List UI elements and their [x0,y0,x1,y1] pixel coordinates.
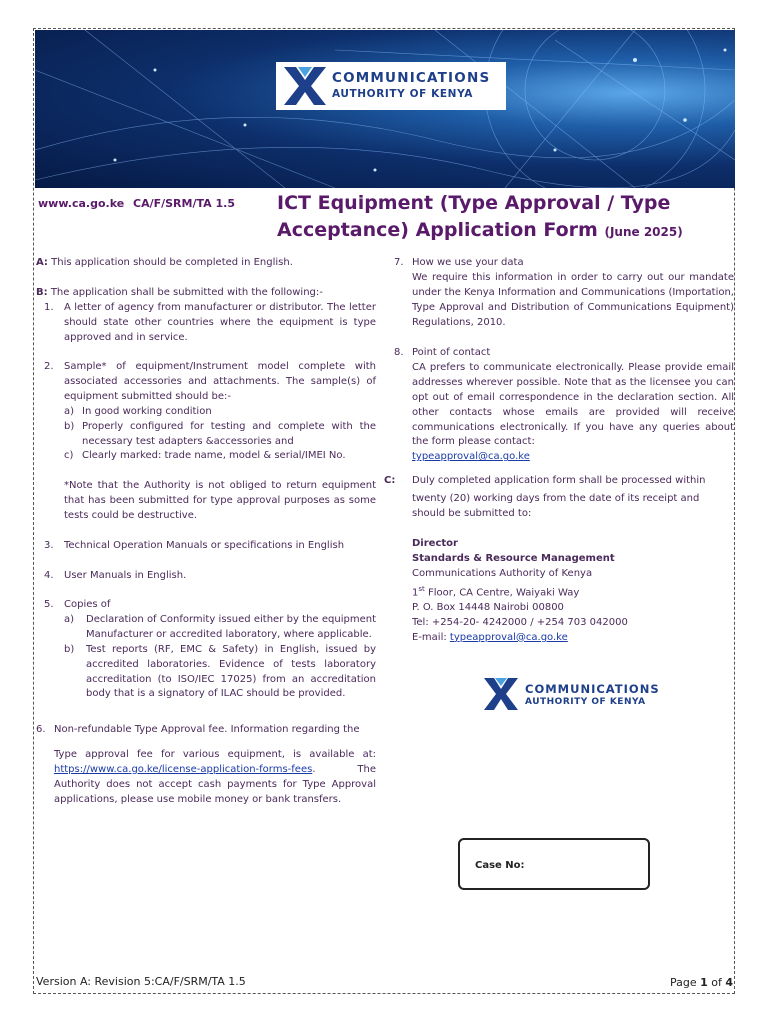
contact-email-link[interactable]: typeapproval@ca.go.ke [412,451,530,463]
address-telephone: Tel: +254-20- 4242000 / +254 703 042000 [412,616,628,628]
sub-text: In good working condition [82,405,212,417]
item-number: 8. [394,347,404,358]
sub-label: a) [64,405,75,417]
section-b-label: B: [36,287,48,298]
title-line1: ICT Equipment (Type Approval / Type [277,192,671,214]
sub-label: a) [64,613,75,625]
page-total: 4 [725,976,734,989]
case-number-label: Case No: [475,860,525,871]
page-current: 1 [700,976,708,989]
floor-suffix: st [418,584,425,593]
logo-line2: AUTHORITY OF KENYA [332,88,473,100]
item-number: 7. [394,257,404,268]
item-number: 4. [44,570,54,581]
section-c-text-2: twenty (20) working days from the date of its receipt and should be submitted to: [412,492,700,519]
ca-logo-icon [282,65,328,107]
page-word: Page [670,976,701,989]
logo2-line2: AUTHORITY OF KENYA [525,697,646,707]
item-text: We require this information in order to carry out our mandate under the Kenya Information and Communications (Importation, Type Approval and Distribution of Communications Equipment) Regulations, 2010. [412,271,734,328]
section-c-label: C: [384,475,396,486]
submission-address [412,537,732,646]
list-item-3 [44,539,376,554]
section-b-text: The application shall be submitted with the following:- [50,287,323,298]
floor-number: 1 [412,587,419,599]
logo2-line1: COMMUNICATIONS [525,682,660,696]
sub-label: c) [64,450,74,462]
list-item-8 [394,346,734,465]
title-date: (June 2025) [604,225,683,239]
destructive-test-note: *Note that the Authority is not obliged to return equipment that has been submitted for type approval purposes as some tests could be destructive. [64,480,376,521]
logo-line1: COMMUNICATIONS [332,70,491,86]
item-text: Non-refundable Type Approval fee. Information regarding the [54,724,360,735]
page-of: of [707,976,726,989]
section-a-text: This application should be completed in English. [51,257,293,268]
list-item-4 [44,569,376,584]
sub-text: Test reports (RF, EMC & Safety) in English, issued by accredited laboratories. Evidence of tests laboratory accreditation (to ISO/IEC 17025) from an accreditation body that is a signatory of ILAC should be provided. [86,643,376,700]
item-text: Copies of [64,599,111,610]
list-item-6 [36,723,376,738]
title-line2: Acceptance) Application Form [277,219,598,241]
item-text: CA prefers to communicate electronically. Please provide email addresses wherever possible. Note that as the licensee you can opt out of email correspondence in the declaration section. All other contacts whose emails are provided will receive communications electronically. If you have any queries about the form please contact: [412,361,734,448]
sub-text: Declaration of Conformity issued either by the equipment Manufacturer or accredited laboratory, where applicable. [86,613,376,640]
sub-label: b) [64,643,75,655]
list-item-5 [44,598,376,702]
footer-page-number [670,976,733,989]
item-number: 3. [44,540,54,551]
sub-label: b) [64,420,75,432]
section-a [36,256,376,271]
item-number: 2. [44,361,54,372]
list-item-7 [394,256,734,331]
sub-text: Clearly marked: trade name, model & serial/IMEI No. [82,450,346,462]
section-c-text: Duly completed application form shall be processed within [412,475,706,486]
fee-information [54,748,376,808]
item-text: A letter of agency from manufacturer or distributor. The letter should state other countries where the equipment is type approved and in service. [64,302,376,343]
address-email-link[interactable]: typeapproval@ca.go.ke [449,631,568,643]
list-item-1 [44,301,376,346]
item-number: 1. [44,302,54,313]
item-text: Sample* of equipment/Instrument model complete with associated accessories and attachments. The sample(s) of equipment submitted should be:- [64,361,376,402]
website-url: www.ca.go.ke [38,197,125,210]
email-label: E-mail: [412,631,450,643]
address-director: Director [412,538,458,549]
fees-link[interactable]: https://www.ca.go.ke/license-application-forms-fees [54,763,313,775]
item-title: Point of contact [412,347,491,358]
address-po-box: P. O. Box 14448 Nairobi 00800 [412,601,564,613]
item-number: 5. [44,599,54,610]
section-a-label: A: [36,257,48,268]
ca-logo-icon-small [482,676,520,712]
item-number: 6. [36,724,46,735]
section-b [36,286,376,301]
address-email [412,631,732,646]
address-floor [412,582,732,601]
item-text: Technical Operation Manuals or specifications in English [64,540,345,551]
address-department: Standards & Resource Management [412,552,615,564]
section-c [384,474,734,522]
item-title: How we use your data [412,257,524,268]
fee-info-text: Type approval fee for various equipment, is available at: [54,749,376,760]
item-text: User Manuals in English. [64,570,187,581]
list-item-2 [44,360,376,464]
footer-version: Version A: Revision 5:CA/F/SRM/TA 1.5 [36,975,246,988]
page-title [277,190,697,246]
address-organization: Communications Authority of Kenya [412,567,593,579]
floor-location: Floor, CA Centre, Waiyaki Way [424,587,580,599]
sub-text: Properly configured for testing and complete with the necessary test adapters &accessories and [82,420,376,447]
form-code: CA/F/SRM/TA 1.5 [133,197,235,210]
fee-info-text-2: . The Authority does not accept cash payments for Type Approval applications, please use mobile money or bank transfers. [54,763,376,805]
